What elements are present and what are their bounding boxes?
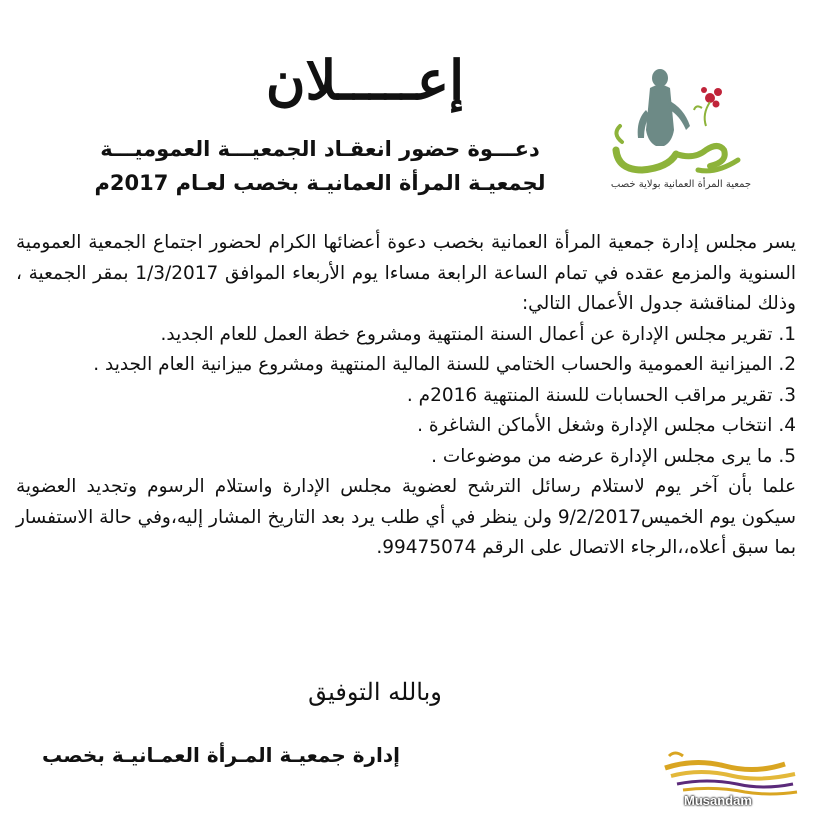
association-logo bbox=[598, 50, 763, 200]
announcement-title: إعـــــلان bbox=[265, 48, 465, 112]
subtitle-line-1: دعـــوة حضور انعقـاد الجمعيـــة العموميـــة bbox=[100, 137, 540, 161]
agenda-item-2: 2. الميزانية العمومية والحساب الختامي للسنة المالية المنتهية ومشروع ميزانية العام الجديد . bbox=[93, 354, 796, 375]
announcement-subtitle bbox=[80, 132, 560, 200]
subtitle-line-2: لجمعيـة المرأة العمانيـة بخصب لعـام 2017م bbox=[94, 171, 546, 195]
announcement-body bbox=[16, 228, 796, 564]
watermark-stripes-icon bbox=[665, 753, 797, 794]
agenda-item-4: 4. انتخاب مجلس الإدارة وشغل الأماكن الشاغرة . bbox=[417, 415, 796, 436]
flower-icon bbox=[694, 87, 722, 126]
signature-line: إدارة جمعيـة المـرأة العمـانيـة بخصب bbox=[42, 743, 400, 767]
deadline-note: علما بأن آخر يوم لاستلام رسائل الترشح لعضوية مجلس الإدارة واستلام الرسوم وتجديد العضوية سيكون يوم الخميس9/2/2017 ولن ينظر في أي طلب يرد بعد التاريخ المشار إليه،وفي حالة الاستفسار بما سبق أعلاه،،الرجاء الاتصال على الرقم 99475074. bbox=[16, 476, 796, 558]
logo-caption: جمعية المرأة العمانية بولاية خصب bbox=[610, 179, 752, 190]
closing-phrase: وبالله التوفيق bbox=[308, 678, 442, 706]
agenda-item-5: 5. ما يرى مجلس الإدارة عرضه من موضوعات . bbox=[431, 445, 796, 467]
watermark-text: Musandam bbox=[684, 793, 752, 808]
calligraphy-lettering-icon bbox=[616, 126, 738, 171]
agenda-item-3: 3. تقرير مراقب الحسابات للسنة المنتهية 2016م . bbox=[406, 384, 796, 406]
intro-paragraph: يسر مجلس إدارة جمعية المرأة العمانية بخصب دعوة أعضائها الكرام لحضور اجتماع الجمعية العمومية السنوية والمزمع عقده في تمام الساعة الرابعة مساءا يوم الأربعاء الموافق 1/3/2017 بمقر الجمعية ، وذلك لمناقشة جدول الأعمال التالي: bbox=[16, 232, 796, 314]
agenda-item-1: 1. تقرير مجلس الإدارة عن أعمال السنة المنتهية ومشروع خطة العمل للعام الجديد. bbox=[160, 323, 796, 345]
woman-figure-icon bbox=[638, 69, 690, 146]
